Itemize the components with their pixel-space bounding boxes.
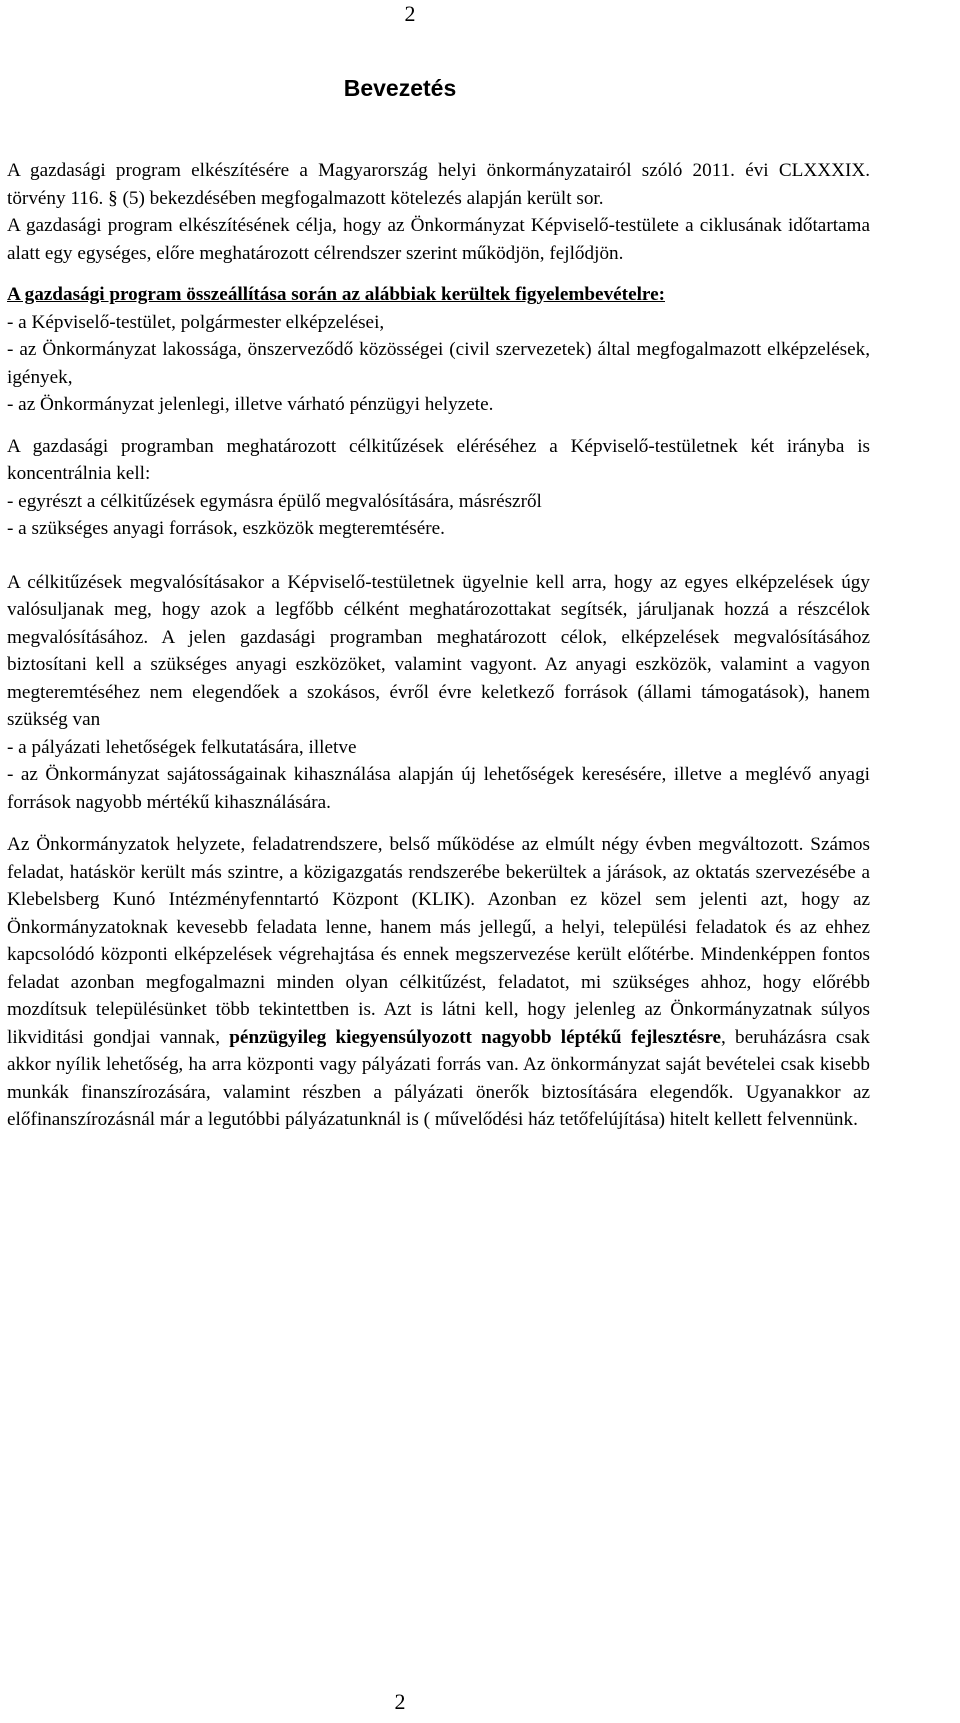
paragraph-situation-text-1: Az Önkormányzatok helyzete, feladatrendszere, belső működése az elmúlt négy évben megváltozott. Számos feladat, hatáskör került más szintre, a közigazgatás rendszerébe bekerültek a járások, az oktatás szervezésébe a Klebelsberg Kunó Intézményfenntartó Központ (KLIK). Azonban ez közel sem jelenti azt, hogy az Önkormányzatoknak kevesebb feladata lenne, hanem más jellegű, a helyi, települési feladatok és az ehhez kapcsolódó központi elképzelések végrehajtása és ennek megszervezése került előtérbe. Mindenképpen fontos feladat azonban megfogalmazni minden olyan célkitűzést, feladatot, mi szükséges ahhoz, hogy előrébb mozdítsuk településünket több tekintettben is. Azt is látni kell, hogy jelenleg az Önkormányzatnak súlyos likviditási gondjai vannak, (7, 834, 870, 1048)
paragraph-directions: A gazdasági programban meghatározott célkitűzések eléréséhez a Képviselő-testületnek két irányba is koncentrálnia kell: (7, 435, 870, 484)
page-number-top: 2 (404, 1, 416, 26)
paragraph-situation-bold: pénzügyileg kiegyensúlyozott nagyobb léptékű fejlesztésre (229, 1026, 722, 1048)
page-title: Bevezetés (343, 75, 457, 101)
source-item: - a pályázati lehetőségek felkutatására, illetve (7, 736, 357, 758)
paragraph-purpose: A gazdasági program elkészítésének célja, hogy az Önkormányzat Képviselő-testülete a ciklusának időtartama alatt egy egységes, előre meghatározott célrendszer szerint működjön, fejlődjön. (7, 215, 870, 264)
source-item: - az Önkormányzat sajátosságainak kihasználása alapján új lehetőségek keresésére, illetve a meglévő anyagi források nagyobb mértékű kihasználására. (7, 764, 870, 813)
paragraph-situation (7, 831, 870, 1134)
direction-item: - egyrészt a célkitűzések egymásra épülő megvalósítására, másrészről (7, 490, 542, 512)
paragraph-intro: A gazdasági program elkészítésére a Magyarország helyi önkormányzatairól szóló 2011. évi CLXXXIX. törvény 116. § (5) bekezdésében megfogalmazott kötelezés alapján került sor. (7, 160, 870, 209)
paragraph-situation-text-2: , beruházásra csak akkor nyílik lehetőség, ha arra központi vagy pályázati forrás van. Az önkormányzat saját bevételei csak kisebb munkák finanszírozására, valamint részben a pályázati önerők biztosítására elegendők. Ugyanakkor az előfinanszírozásnál már a legutóbbi pályázatunknál is ( művelődési ház tetőfelújítása) hitelt kellett felvennünk. (7, 1026, 871, 1130)
page-number-bottom: 2 (394, 1689, 406, 1714)
document-body (7, 157, 870, 1134)
direction-item: - a szükséges anyagi források, eszközök megteremtésére. (7, 518, 445, 539)
paragraph-implementation: A célkitűzések megvalósításakor a Képviselő-testületnek ügyelnie kell arra, hogy az egyes elképzelések úgy valósuljanak meg, hogy azok a legfőbb célként meghatározottakat segítsék, járuljanak hozzá a részcélok megvalósításához. A jelen gazdasági programban meghatározott célok, elképzelések megvalósításához biztosítani kell a szükséges anyagi eszközöket, valamint vagyont. Az anyagi eszközök, valamint a vagyon megteremtéséhez nem elegendőek a szokásos, évről évre keletkező források (állami támogatások), hanem szükség van (7, 571, 870, 730)
consideration-item: - az Önkormányzat lakossága, önszerveződő közösségei (civil szervezetek) által megfogalmazott elképzelések, igények, (7, 339, 870, 388)
consideration-item: - a Képviselő-testület, polgármester elképzelései, (7, 311, 385, 333)
consideration-item: - az Önkormányzat jelenlegi, illetve várható pénzügyi helyzete. (7, 394, 494, 415)
considerations-heading: A gazdasági program összeállítása során az alábbiak kerültek figyelembevételre: (7, 284, 665, 305)
